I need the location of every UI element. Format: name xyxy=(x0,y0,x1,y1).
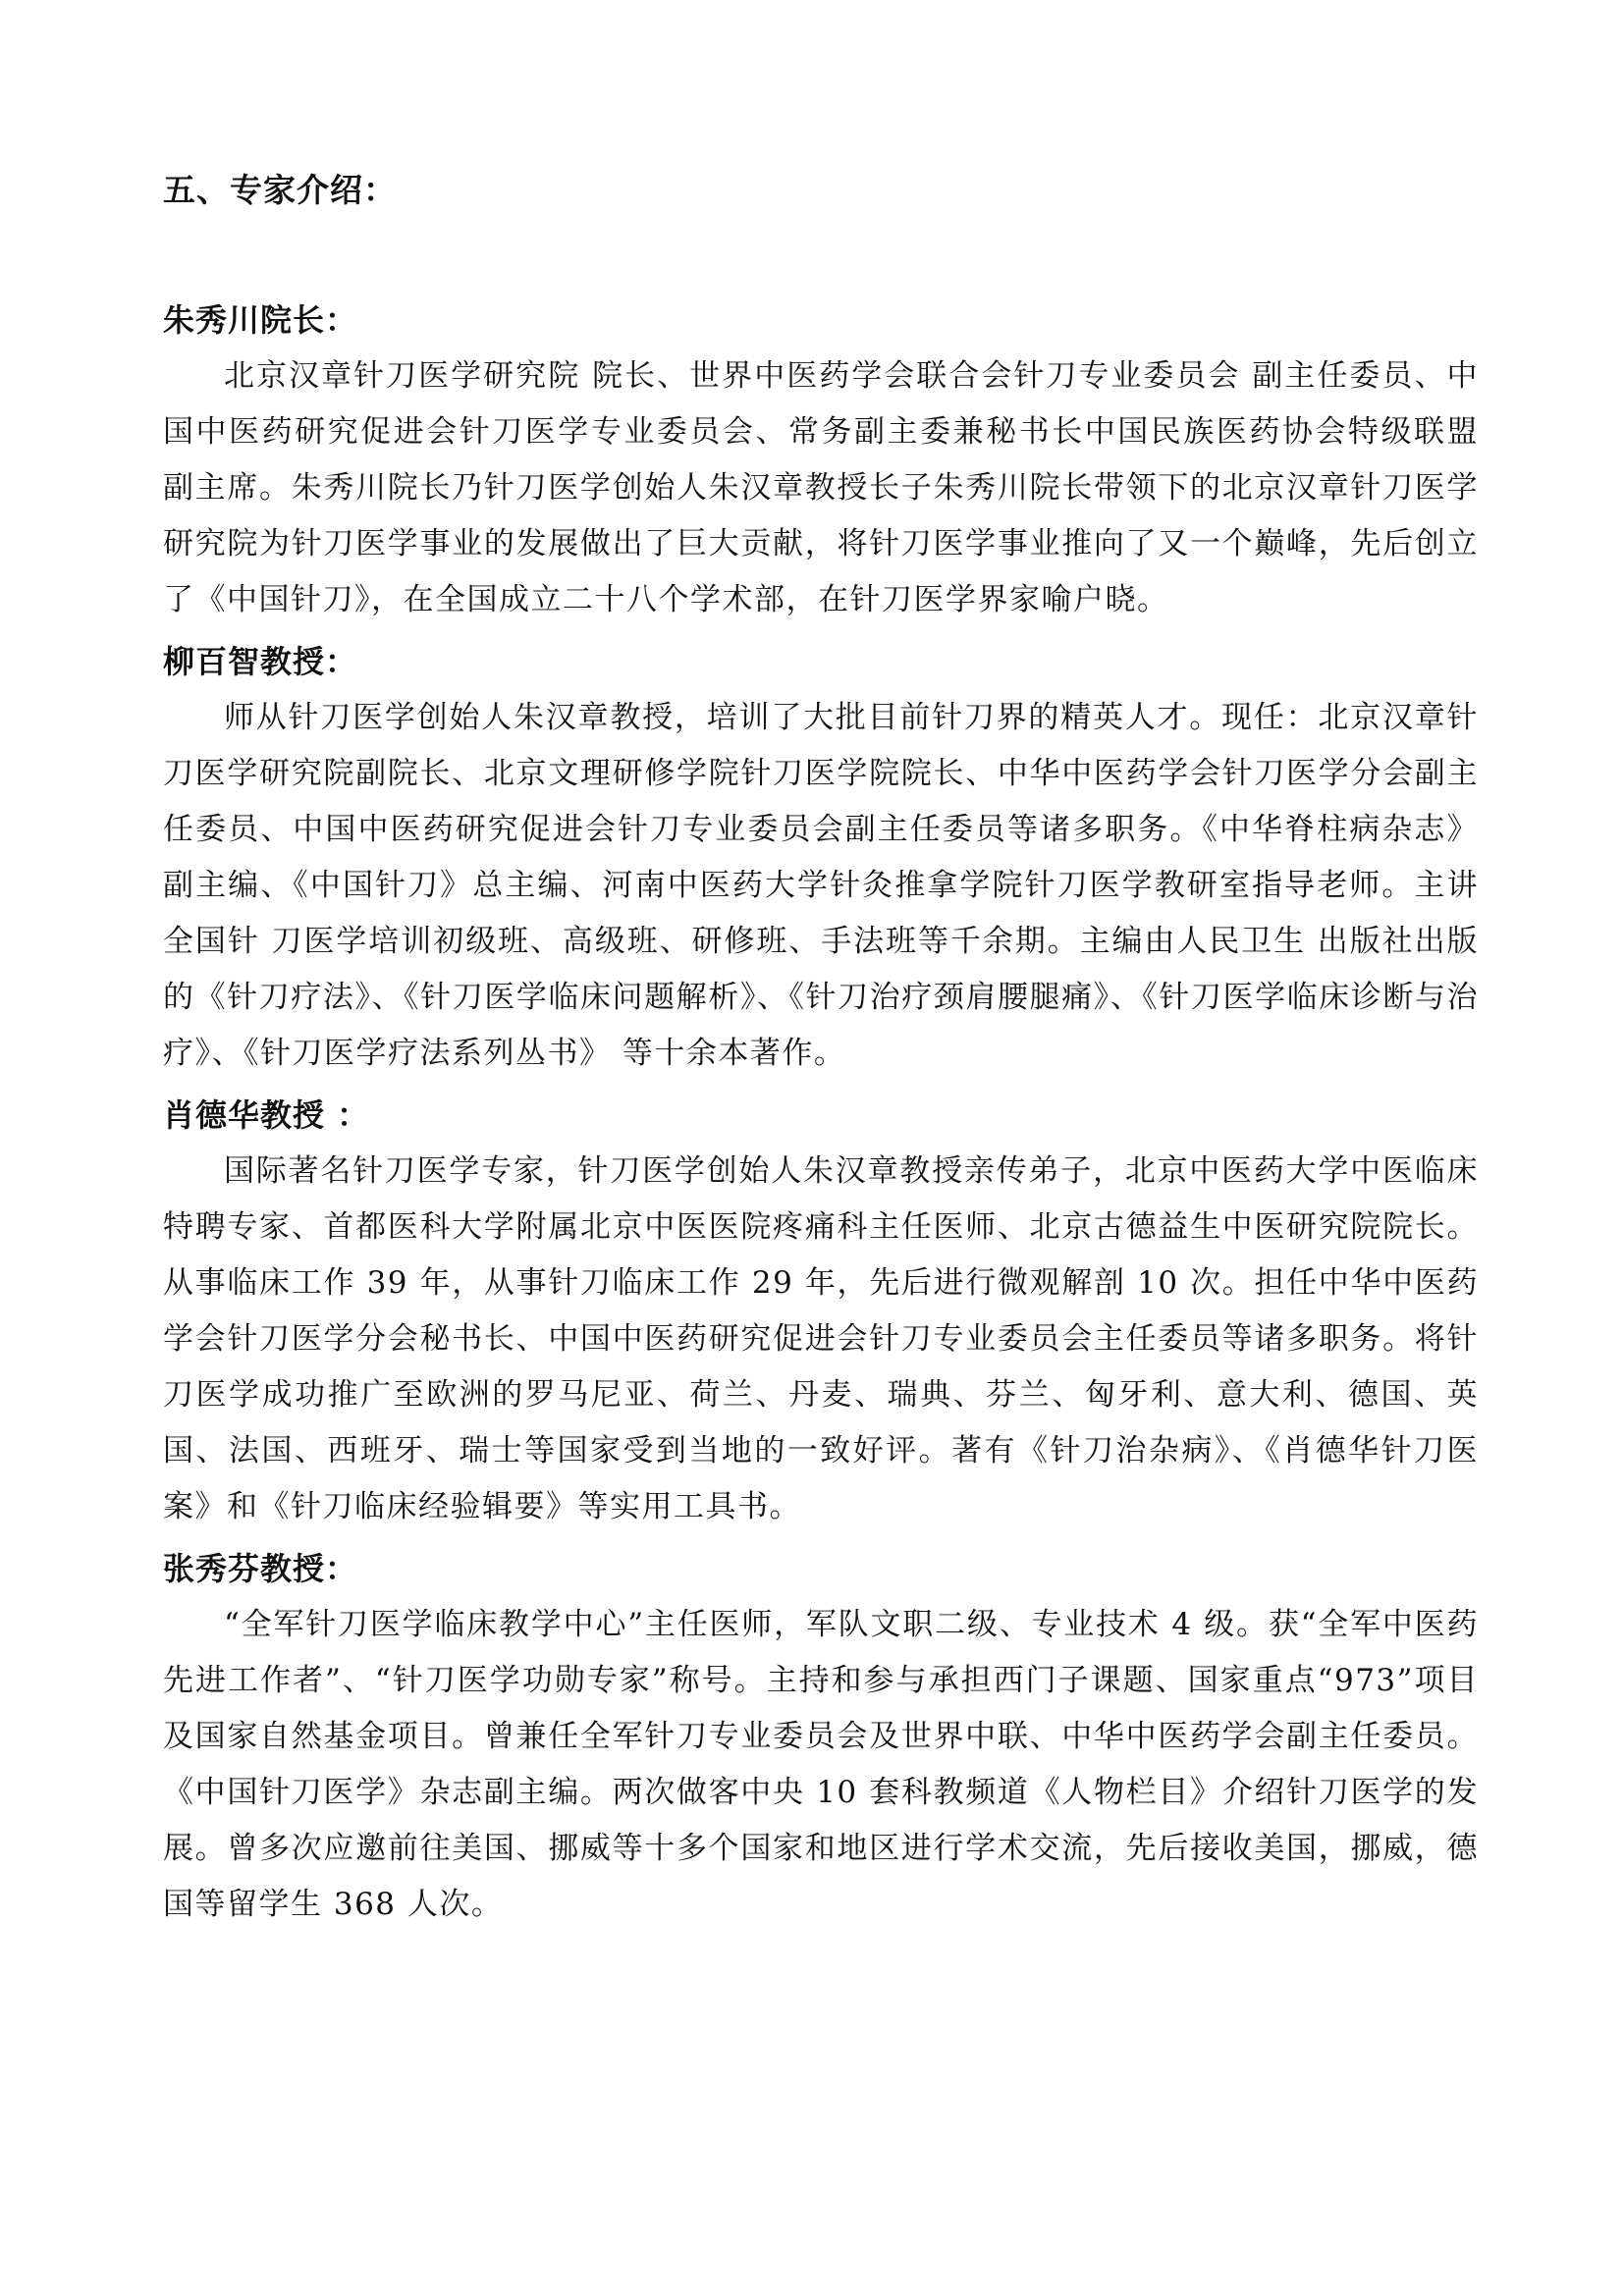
expert-entry-zhu-xiuchuan xyxy=(163,293,1479,628)
expert-name: 柳百智教授： xyxy=(163,643,358,680)
expert-entry-zhang-xiufen xyxy=(163,1541,1479,1933)
expert-bio: “全军针刀医学临床教学中心”主任医师，军队文职二级、专业技术 4 级。获“全军中医药先进工作者”、“针刀医学功勋专家”称号。主持和参与承担西门子课题、国家重点“973”项目及国家自然基金项目。曾兼任全军针刀专业委员会及世界中联、中华中医药学会副主任委员。《中国针刀医学》杂志副主编。两次做客中央 10 套科教频道《人物栏目》介绍针刀医学的发展。曾多次应邀前往美国、挪威等十多个国家和地区进行学术交流，先后接收美国，挪威，德国等留学生 368 人次。 xyxy=(163,1607,1479,1922)
expert-bio: 师从针刀医学创始人朱汉章教授，培训了大批目前针刀界的精英人才。现任：北京汉章针刀医学研究院副院长、北京文理研修学院针刀医学院院长、中华中医药学会针刀医学分会副主任委员、中国中医药研究促进会针刀专业委员会副主任委员等诸多职务。《中华脊柱病杂志》副主编、《中国针刀》总主编、河南中医药大学针灸推拿学院针刀医学教研室指导老师。主讲全国针 刀医学培训初级班、高级班、研修班、手法班等千余期。主编由人民卫生 出版社出版的《针刀疗法》、《针刀医学临床问题解析》、《针刀治疗颈肩腰腿痛》、《针刀医学临床诊断与治疗》、《针刀医学疗法系列丛书》 等十余本著作。 xyxy=(163,700,1479,1071)
section-heading: 五、专家介绍： xyxy=(163,171,397,209)
expert-entry-liu-baizhi xyxy=(163,634,1479,1082)
expert-entry-xiao-dehua xyxy=(163,1088,1479,1535)
expert-name: 肖德华教授 ： xyxy=(163,1096,370,1134)
expert-name: 朱秀川院长： xyxy=(163,301,358,339)
expert-list xyxy=(163,293,1479,1939)
expert-name: 张秀芬教授： xyxy=(163,1550,358,1587)
expert-bio: 国际著名针刀医学专家，针刀医学创始人朱汉章教授亲传弟子，北京中医药大学中医临床特聘专家、首都医科大学附属北京中医医院疼痛科主任医师、北京古德益生中医研究院院长。从事临床工作 39 年，从事针刀临床工作 29 年，先后进行微观解剖 10 次。担任中华中医药学会针刀医学分会秘书长、中国中医药研究促进会针刀专业委员会主任委员等诸多职务。将针刀医学成功推广至欧洲的罗马尼亚、荷兰、丹麦、瑞典、芬兰、匈牙利、意大利、德国、英国、法国、西班牙、瑞士等国家受到当地的一致好评。著有《针刀治杂病》、《肖德华针刀医案》和《针刀临床经验辑要》等实用工具书。 xyxy=(163,1153,1479,1524)
expert-bio: 北京汉章针刀医学研究院 院长、世界中医药学会联合会针刀专业委员会 副主任委员、中国中医药研究促进会针刀医学专业委员会、常务副主委兼秘书长中国民族医药协会特级联盟 副主席。朱秀川院长乃针刀医学创始人朱汉章教授长子朱秀川院长带领下的北京汉章针刀医学研究院为针刀医学事业的发展做出了巨大贡献，将针刀医学事业推向了又一个巅峰，先后创立了《中国针刀》，在全国成立二十八个学术部，在针刀医学界家喻户晓。 xyxy=(163,358,1479,617)
